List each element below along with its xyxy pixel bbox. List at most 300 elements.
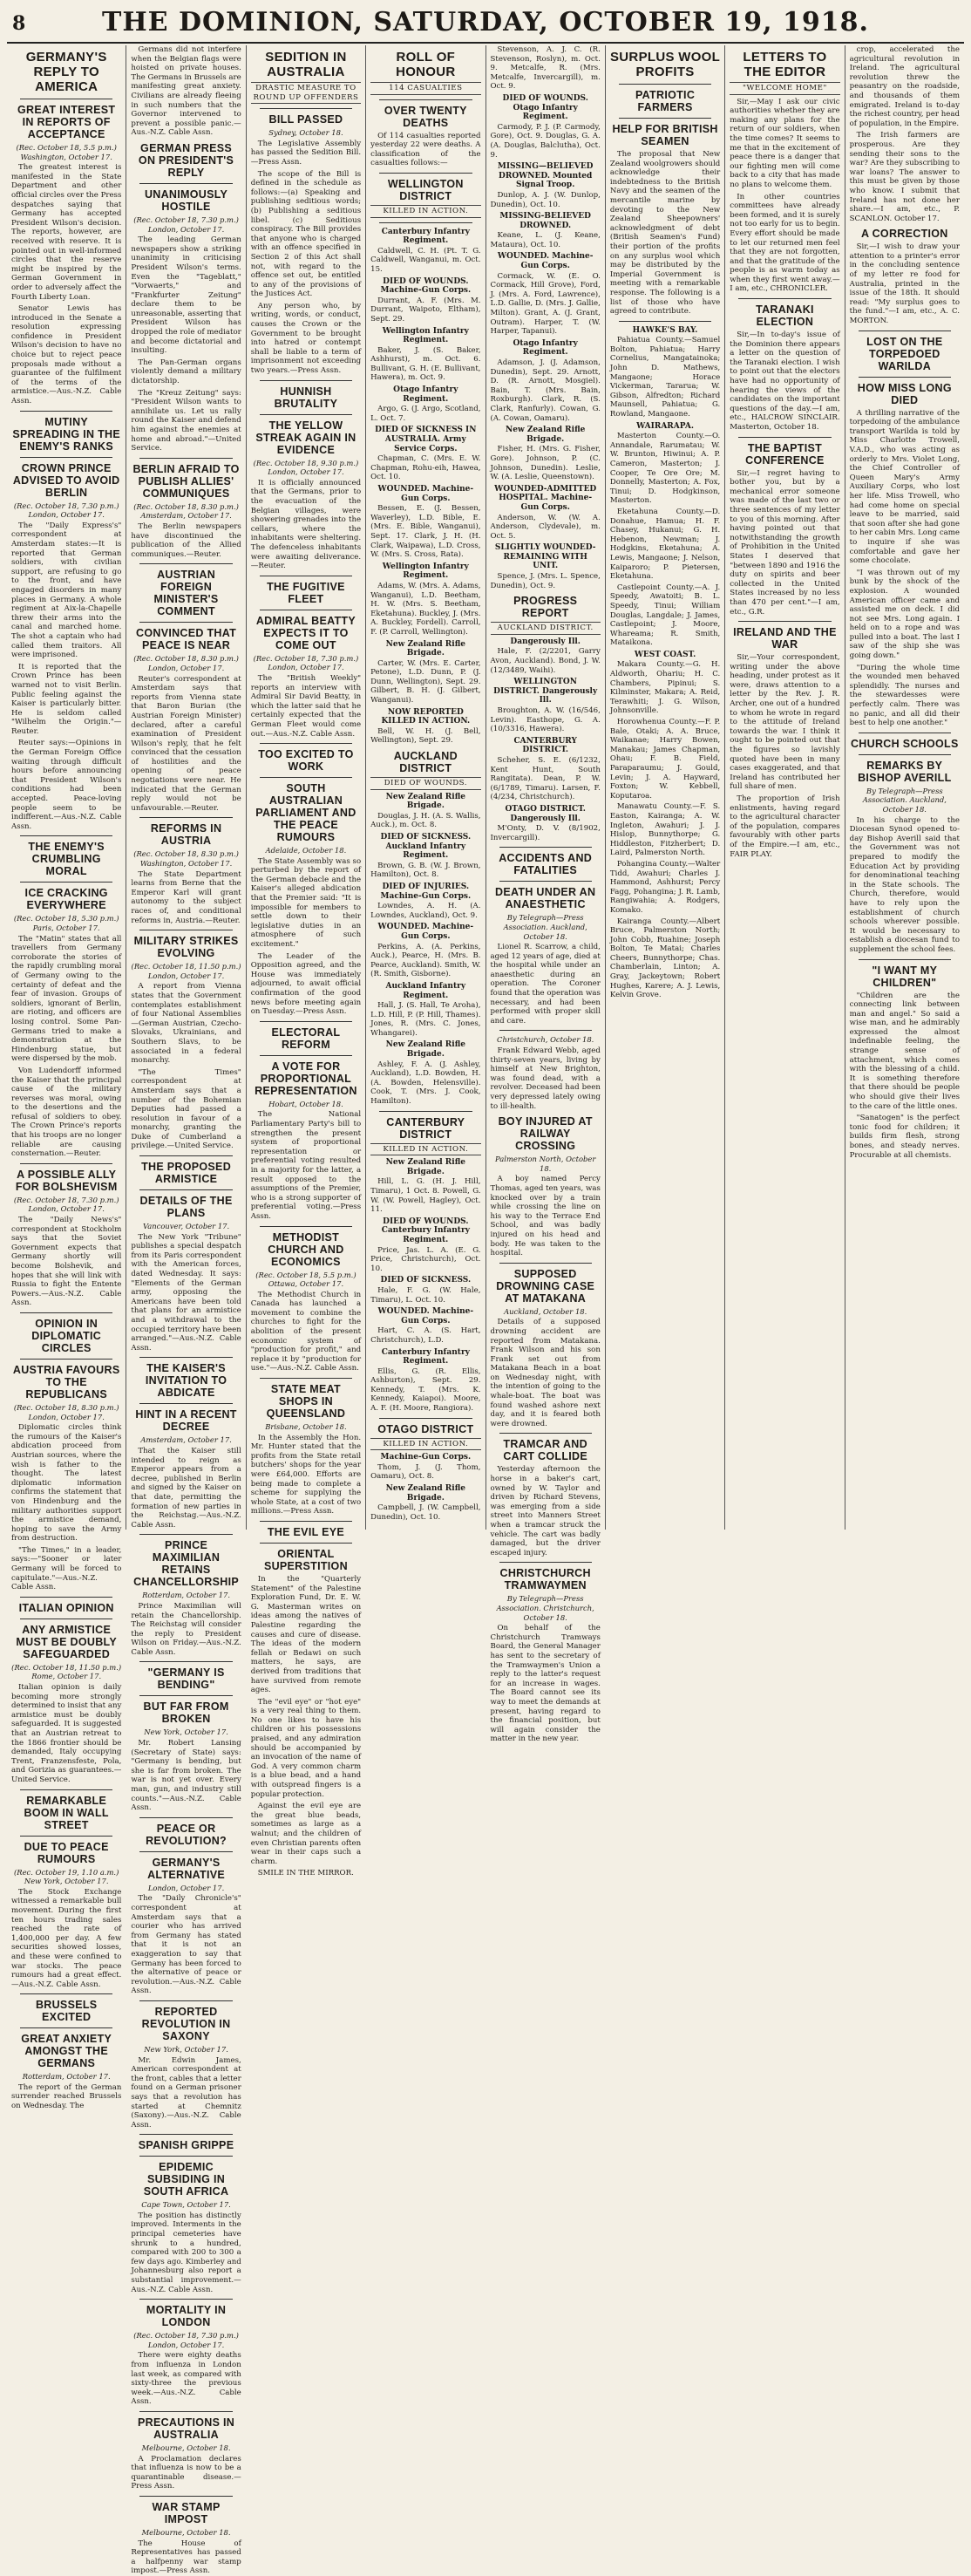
- casualty-list: Bessen, E. (J. Bessen, Waverley), L.D. Bible, E. (Mrs. E. Bible, Wanganui), Sept. 17. Clark, J. H. (H. Clark, Waipawa), L.D. Cross, W. (Mrs. S. Cross, Rata).: [370, 504, 481, 560]
- casualty-list: Chapman, C. (Mrs. E. W. Chapman, Rohu-eih, Hawea, Oct. 10.: [370, 454, 481, 482]
- article: [491, 1115, 601, 1258]
- article: [11, 1795, 121, 1831]
- casualty-list: Douglas, J. H. (A. S. Wallis, Auck.), m. Oct. 8.: [370, 811, 481, 830]
- subheadline: KILLED IN ACTION.: [370, 205, 480, 218]
- article: [850, 45, 960, 223]
- divider: [20, 1836, 112, 1837]
- divider: [20, 835, 112, 836]
- headline: REMARKS BY BISHOP AVERILL: [858, 759, 952, 784]
- article: [251, 113, 361, 375]
- casualty-list: Spence, J. (Mrs. L. Spence, Dunedin), Oct. 9.: [490, 572, 601, 590]
- divider: [260, 1521, 352, 1522]
- casualty-list: Eketahuna County.—D. Donahue, Hamua; H. F. Chasey, Hukanui; G. H. Hebenon, Newman; J. Hodgkins, Eketahuna; A. Lewis, Mangaone; J. Nelson, Kaiparoro; P. Pietersen, Eketahuna.: [609, 507, 721, 582]
- casualty-list: Bell, W. H. (J. Bell, Wellington), Sept. 29.: [370, 726, 481, 746]
- article: [131, 822, 241, 925]
- paragraph: The National Parliamentary Party's bill to strengthen the present system of proportional representation or preferential voting resulted in a majority for the latter, a result opposed to the assumptions of the Premier, who is a strong supporter of preferential voting.—Press Assn.: [250, 1110, 362, 1221]
- article: [131, 1362, 241, 1399]
- casualty-list: Adams, W. (Mrs. A. Adams, Wanganui), L.D. Beetham, H. W. (Mrs. S. Beetham, Eketahuna). Buckley, J. (Mrs. A. Buckley, Fordell). Carroll, F. (P. Carroll, Wellington).: [370, 581, 481, 637]
- headline: TARANAKI ELECTION: [756, 303, 814, 329]
- article: [370, 750, 480, 1107]
- casualty-list-heading: MISSING-BELIEVED DROWNED.: [499, 212, 591, 230]
- headline: IRELAND AND THE WAR: [733, 626, 837, 651]
- subheadline: "WELCOME HOME": [730, 82, 839, 95]
- column-2: [126, 45, 246, 2576]
- casualty-list: Lowndes, A. H. (A. Lowndes, Auckland), Oct. 9.: [370, 902, 481, 920]
- casualty-list-heading: WELLINGTON DISTRICT. Dangerously Ill.: [493, 678, 598, 705]
- paragraph: The Legislative Assembly has passed the Sedition Bill.—Press Assn.: [250, 139, 362, 167]
- headline: OVER TWENTY DEATHS: [384, 104, 467, 129]
- headline: ICE CRACKING EVERYWHERE: [24, 887, 108, 912]
- headline: ELECTORAL REFORM: [271, 1026, 341, 1051]
- headline: THE YELLOW STREAK AGAIN IN EVIDENCE: [255, 419, 356, 456]
- article: [11, 104, 121, 406]
- article: [131, 1539, 241, 1657]
- columns: [7, 45, 964, 2576]
- article: [491, 1438, 601, 1557]
- headline: BUT FAR FROM BROKEN: [143, 1700, 229, 1726]
- dateline: (Rec. October 18, 8.30 p.m.) Washington, October 17.: [133, 849, 239, 869]
- casualty-list: Argo, G. (J. Argo, Scotland, L. Oct. 7.: [370, 405, 481, 423]
- casualty-list-heading: DIED OF WOUNDS. Otago Infantry Regiment.: [502, 93, 588, 122]
- divider: [139, 2156, 232, 2157]
- divider: [139, 1155, 232, 1156]
- subheadline: AUCKLAND DISTRICT.: [491, 622, 601, 635]
- casualty-list-heading: WOUNDED-ADMITTED HOSPITAL. Machine-Gun Corps.: [494, 484, 597, 512]
- dateline: (Rec. October 18, 5.5 p.m.) Washington, October 17.: [16, 143, 117, 161]
- article: [370, 105, 480, 168]
- paragraph: crop, accelerated the agricultural revolution in Ireland. The agricultural revolution threw the peasantry on the roadside, and thousands of them emigrated. Ireland is to-day the richest country, per head of population, in the Empire.: [849, 45, 960, 128]
- casualty-list-heading: WEST COAST.: [634, 650, 696, 659]
- headline: MILITARY STRIKES EVOLVING: [133, 935, 239, 960]
- divider: [139, 1661, 232, 1662]
- casualty-list: Hale, F. (2/2201, Garry Avon, Auckland). Bond, J. W. (12/3489, Waihi).: [490, 647, 601, 675]
- article: [850, 336, 960, 372]
- paragraph: The leading German newspapers show a striking unanimity in criticising President Wilson's terms. Even the "Tageblatt," "Vorwaerts," and "Frankfurter Zeitung" declare them to be unreasonable, asserting that President Wilson has dropped the role of mediator and become dictatorial and insulting.: [131, 235, 241, 356]
- paragraph: The "Matin" states that all travellers from Germany corroborate the stories of the rapidly crumbling moral of Germany owing to the certainty of defeat and the fear of invasion. Groups of soldiers, ignorant of Berlin, are rioting, and officers are losing control. Some Pan-Germans tried to make a demonstration at the Hindenburg statue, but were dispersed by the mob.: [11, 934, 122, 1064]
- divider: [379, 1111, 472, 1112]
- casualty-list-heading: HAWKE'S BAY.: [632, 325, 698, 335]
- dateline: Cape Town, October 17.: [141, 2200, 231, 2210]
- casualty-list-heading: New Zealand Rifle Brigade.: [385, 1158, 465, 1176]
- casualty-list: Scheher, S. E. (6/1232, Kent Hunt, South Rangitata). Dean, P. W. (6/1789, Timaru). Larsen, F. (4/234, Christchurch).: [490, 755, 601, 802]
- subheadline: KILLED IN ACTION.: [370, 1143, 480, 1156]
- divider: [139, 1695, 232, 1696]
- divider: [20, 1312, 112, 1313]
- paragraph: Against the evil eye are the great blue beads, sometimes as large as a walnut; and the children of even Christian parents often wear in their caps such a charm.: [250, 1802, 362, 1866]
- casualty-list: Durrant, A. F. (Mrs. M. Durrant, Waipoto, Eltham), Sept. 29.: [370, 296, 481, 324]
- paragraph: There were eighty deaths from influenza in London last week, as compared with sixty-three the previous week.—Aus.-N.Z. Cable Assn.: [131, 2351, 241, 2407]
- divider: [139, 183, 232, 184]
- dateline: Rotterdam, October 17.: [142, 1591, 231, 1600]
- article: [11, 50, 121, 94]
- casualty-list: Hart, C. A. (S. Hart, Christchurch), L.D.: [370, 1326, 481, 1345]
- dateline: Palmerston North, October 18.: [495, 1155, 596, 1173]
- headline: EPIDEMIC SUBSIDING IN SOUTH AFRICA: [143, 2161, 229, 2198]
- article: [11, 1318, 121, 1354]
- headline: THE KAISER'S INVITATION TO ABDICATE: [145, 1362, 227, 1400]
- column-4: [366, 45, 486, 1530]
- divider: [499, 1263, 592, 1264]
- casualty-list-heading: DIED OF WOUNDS. Canterbury Infantry Regiment.: [381, 1216, 470, 1244]
- headline: CHRISTCHURCH TRAMWAYMEN: [499, 1567, 591, 1592]
- article: [491, 595, 601, 842]
- article: [131, 142, 241, 179]
- headline: BOY INJURED AT RAILWAY CROSSING: [498, 1115, 593, 1153]
- divider: [139, 1189, 232, 1190]
- article: [11, 416, 121, 453]
- paragraph: In the Assembly the Hon. Mr. Hunter stated that the profits from the State retail butchers' shops for the year were £64,000. Efforts are being made to complete a scheme for supplying the whole State, at a cost of two millions.—Press Assn.: [250, 1433, 362, 1516]
- dateline: Hobart, October 18.: [268, 1099, 343, 1108]
- dateline: (Rec. October 18, 5.30 p.m.) Paris, October 17.: [13, 914, 119, 932]
- casualty-list-heading: DIED OF SICKNESS. Auckland Infantry Regiment.: [380, 833, 472, 861]
- paragraph: On behalf of the Christchurch Tramways Board, the General Manager has sent to the secretary of the Tramwaymen's Union a reply to the latter's request for an increase in wages. The Board cannot see its way to meet the demands at present, having regard to the financial position, but will again consider the matter in the new year.: [490, 1624, 601, 1744]
- article: [131, 2161, 241, 2294]
- dateline: Vancouver, October 17.: [142, 1222, 230, 1231]
- article: [11, 1841, 121, 1990]
- headline: ITALIAN OPINION: [18, 1601, 114, 1614]
- headline: CROWN PRINCE ADVISED TO AVOID BERLIN: [12, 461, 120, 499]
- casualty-list-heading: SLIGHTLY WOUNDED-REMAINING WITH UNIT.: [494, 543, 596, 571]
- divider: [260, 1543, 352, 1544]
- divider: [499, 1562, 592, 1563]
- casualty-list-heading: DIED OF SICKNESS IN AUSTRALIA. Army Service Corps.: [375, 426, 477, 453]
- casualty-list: Fisher, H. (Mrs. G. Fisher, Gore). Johnson, P. (C. Johnson, Dunedin). Leslie, W. (A. Leslie, Queenstown).: [490, 445, 601, 482]
- headline: HELP FOR BRITISH SEAMEN: [612, 123, 718, 147]
- article: [251, 419, 361, 571]
- article: [850, 760, 960, 955]
- column-5: [486, 45, 606, 1744]
- headline: GERMAN PRESS ON PRESIDENT'S REPLY: [138, 141, 234, 179]
- dateline: By Telegraph—Press Association. Auckland, October 18.: [862, 786, 947, 814]
- divider: [20, 882, 112, 883]
- paragraph: Yesterday afternoon the horse in a baker's cart, owned by W. Taylor and driven by Richard Stevens, was emerging from a side street into Manners Street when a tramcar struck the vehicle. The cart was badly damaged, but the driver escaped injury.: [490, 1465, 601, 1557]
- divider: [859, 377, 951, 378]
- headline: REPORTED REVOLUTION IN SAXONY: [141, 2005, 231, 2042]
- headline: SOUTH AUSTRALIAN PARLIAMENT AND THE PEACE RUMOURS: [255, 782, 356, 844]
- article: [730, 626, 839, 859]
- headline: OTAGO DISTRICT: [377, 1422, 474, 1435]
- casualty-list-heading: Dangerously Ill.: [510, 637, 581, 646]
- headline: "I WANT MY CHILDREN": [872, 964, 938, 989]
- headline: A POSSIBLE ALLY FOR BOLSHEVISM: [15, 1168, 118, 1193]
- divider: [20, 1789, 112, 1790]
- headline: THE BAPTIST CONFERENCE: [745, 441, 825, 467]
- paragraph: The Stock Exchange witnessed a remarkable bull movement. During the first ten hours trading sales reached the rate of 1,400,000 per day. A few securities showed losses, and these were confined to war stocks. The peace rumours had a great effect.—Aus.-N.Z. Cable Assn.: [11, 1887, 122, 1989]
- dateline: (Rec. October 18, 9.30 p.m.) London, October 17.: [253, 458, 359, 477]
- dateline: (Rec. October 18, 11.50 p.m.) London, October 17.: [131, 962, 241, 980]
- paragraph: Frank Edward Webb, aged thirty-seven years, living by himself at New Brighton, was found dead, with a revolver. Deceased had been very depressed lately owing to ill-health.: [490, 1046, 601, 1111]
- headline: BILL PASSED: [268, 113, 343, 126]
- casualty-list: Dunlop, A. J. (W. Dunlop, Dunedin), Oct. 10.: [490, 190, 601, 209]
- paragraph: A Proclamation declares that influenza is now to be a quarantinable disease.—Press Assn.: [131, 2454, 241, 2491]
- paragraph: "The Times" correspondent at Amsterdam says that a number of the Bohemian Deputies had passed a resolution in favour of a monarchy, granting the Duke of Cumberland a privilege.—United Service.: [131, 1067, 241, 1151]
- casualty-list-heading: CANTERBURY DISTRICT.: [513, 736, 577, 755]
- article: [131, 1666, 241, 1691]
- headline: HUNNISH BRUTALITY: [274, 385, 338, 410]
- article: [610, 89, 720, 113]
- column-1: [7, 45, 126, 2111]
- dateline: Auckland, October 18.: [504, 1306, 587, 1316]
- casualty-list: Kairanga County.—Albert Bruce, Palmerston North; John Cobb, Ruahine; Joseph Bolton, Te Matai; Charles Cheers, Bunnythorpe; Chas. Chamberlain, Linton; A. Gray, Jackeytown; Robert Hughes, Karere; A. J. Lewis, Kelvin Grove.: [609, 917, 721, 1000]
- paragraph: Von Ludendorff informed the Kaiser that the principal cause of the military reverses was moral, owing to the desertions and the refusal of soldiers to obey. The Crown Prince's reports that his troops are no longer reliable are causing consternation.—Reuter.: [11, 1066, 122, 1159]
- headline: CANTERBURY DISTRICT: [386, 1115, 465, 1141]
- paragraph: Sir,—Your correspondent, writing under the above heading, under protest as it were, draws attention to a letter by the Rev. J. R. Archer, one out of a hundred to whom he wrote in regard to the attitude of Ireland towards the war. I think it ought to be pointed out that the figures so lavishly quoted have been in many cases exaggerated, and that Ireland has contributed her full share of men.: [730, 653, 840, 792]
- divider: [499, 1433, 592, 1434]
- article: [610, 326, 720, 1000]
- paragraph: Senator Lewis has introduced in the Senate a resolution expressing confidence in President Wilson's decision to have no choice but to reject peace proposals made without a guarantee of the fulfilment of the terms of the armistice.—Aus.-N.Z. Cable Assn.: [11, 304, 122, 406]
- paragraph: The New York "Tribune" publishes a special despatch from its Paris correspondent with the American forces, dated Wednesday. It says: "Elements of the German army, opposing the Americans have been told that plans for an armistice and a withdrawal to the occupied territory have been arranged."—Aus.-N.Z. Cable Assn.: [131, 1232, 241, 1353]
- article: [491, 1567, 601, 1744]
- dateline: (Rec. October 19, 1.10 a.m.) New York, October 17.: [14, 1867, 119, 1886]
- article: [131, 2416, 241, 2491]
- casualty-list-heading: Otago Infantry Regiment.: [393, 385, 458, 404]
- paragraph: The "Kreuz Zeitung" says: "President Wilson wants to annihilate us. Let us rally round the Kaiser and defend him against the enemies at home and abroad."—United Service.: [131, 388, 241, 453]
- paragraph: The Berlin newspapers have discontinued the publication of the Allied communiques.—Reuter.: [131, 521, 241, 559]
- casualty-list: Broughton, A. W. (16/546, Levin). Easthope, G. A. (10/3316, Hawera).: [490, 706, 601, 734]
- divider: [379, 173, 472, 174]
- divider: [20, 1163, 112, 1164]
- headline: DETAILS OF THE PLANS: [139, 1195, 233, 1220]
- article: [131, 1408, 241, 1530]
- casualty-list-heading: NOW REPORTED KILLED IN ACTION.: [381, 707, 471, 726]
- paragraph: In other countries committees have already been formed, and it is surely not too early for us to begin. Every effort should be made to let our returned men feel that they are not forgotten, and that the gratitude of the people is as warm today as when they first went away.—I am, etc., CHRONICLER.: [730, 192, 840, 294]
- article: [370, 50, 480, 95]
- paragraph: In the "Quarterly Statement" of the Palestine Exploration Fund, Dr. E. W. G. Masterman writes on ideas among the natives of Palestine regarding the causes and cure of disease. The ideas of the modern fellah or Bedawi on such matters, he says, are derived from traditions that have survived from remote ages.: [250, 1574, 362, 1695]
- casualty-list-heading: MISSING—BELIEVED DROWNED. Mounted Signal Troop.: [497, 162, 594, 190]
- dateline: Rotterdam, October 17.: [22, 2072, 111, 2082]
- article: [251, 782, 361, 1017]
- page-number: 8: [12, 12, 26, 35]
- headline: PEACE OR REVOLUTION?: [146, 1822, 227, 1847]
- dateline: Christchurch, October 18.: [497, 1035, 594, 1045]
- divider: [619, 118, 711, 119]
- dateline: (Rec. October 18, 8.30 p.m.) London, October 17.: [13, 1402, 119, 1421]
- article: [131, 1700, 241, 1812]
- headline: TOO EXCITED TO WORK: [258, 748, 354, 773]
- divider: [859, 754, 951, 755]
- casualty-list: Anderson, W. (W. A. Anderson, Clydevale), m. Oct. 5.: [490, 513, 601, 541]
- casualty-list: Hall, J. (S. Hall, Te Aroha), L.D. Hill, P. (P. Hill, Thames). Jones, R. (Mrs. C. Jones, Whangarei).: [370, 1001, 481, 1038]
- headline: PRINCE MAXIMILIAN RETAINS CHANCELLORSHIP: [133, 1539, 239, 1589]
- headline: SURPLUS WOOL PROFITS: [610, 50, 721, 79]
- article: [251, 1026, 361, 1051]
- headline: ROLL OF HONOUR: [396, 50, 456, 79]
- paragraph: The report of the German surrender reached Brussels on Wednesday. The: [11, 2082, 122, 2111]
- divider: [139, 458, 232, 459]
- headline: ADMIRAL BEATTY EXPECTS IT TO COME OUT: [255, 614, 356, 651]
- article: [251, 1060, 361, 1222]
- casualty-list-heading: Otago Infantry Regiment.: [513, 338, 578, 358]
- headline: CHURCH SCHOOLS: [850, 737, 959, 750]
- divider: [499, 1030, 592, 1031]
- headline: THE ENEMY'S CRUMBLING MORAL: [28, 841, 105, 878]
- paragraph: The "Daily Express's" correspondent at Amsterdam states:—It is reported that German soldiers, with civilian support, are refusing to go to the front, and have engaged disorders in many places in Germany. A whole regiment at Aix-la-Chapelle threw their arms into the canal and marched home. The shot a captain who had called them traitors. All were imprisoned.: [11, 521, 122, 660]
- casualty-list-heading: New Zealand Rifle Brigade.: [385, 1040, 465, 1060]
- paragraph: A thrilling narrative of the torpedoing of the ambulance transport Warilda is told by Miss Charlotte Trowell, V.A.D., who was acting as orderly to Mrs. Violet Long, the Chief Controller of Queen Mary's Army Auxiliary Corps, who lost her life. Miss Trowell, who had come home on special leave to be married, said that soon after she had gone to her cabin Mrs. Long came to inquire if she was comfortable and gave her some chocolate.: [849, 408, 960, 566]
- casualty-list: Cormack, W. (E. O. Cormack, Hill Grove), Ford, J. (Mrs. A. Ford, Lawrence), L.D. Gallie, D. (Mrs. J. Gallie, Milton). Grant, A. (J. Grant, Outram). Harper, T. (W. Harper, Tapanui).: [490, 271, 601, 337]
- casualty-list: M'Onty, D. V. (8/1902, Invercargill).: [490, 824, 601, 842]
- article: [491, 1268, 601, 1429]
- paragraph: A report from Vienna states that the Government contemplates establishment of four National Assemblies—German Austrian, Czecho-Slovaks, Ukrainians, and Southern Slavs, to be associated in a federal monarchy.: [131, 982, 241, 1066]
- paragraph: Italian opinion is daily becoming more strongly determined to insist that any armistice must be doubly safeguarded. It is suggested that an Austrian retreat to the 1866 frontier should be demanded, Italy occupying Trent, Franzensfeste, Pola, and Gorizia as guarantees.—United Service.: [11, 1683, 122, 1784]
- article: [11, 1999, 121, 2023]
- casualty-list-heading: DIED OF INJURIES. Machine-Gun Corps.: [380, 882, 472, 901]
- casualty-list: Masterton County.—O. Annandale, Rarumatau; W. W. Brunton, Hiwinui; A. P. Cameron, Masterton; J. Cooper, Te Ore Ore; M. Donnelly, Masterton; A. Fox, Tinui; D. Hodgkinson, Masterton.: [609, 432, 721, 506]
- casualty-list: Caldwell, C. H. (Pt. T. G. Caldwell, Wanganui, m. Oct. 15.: [370, 246, 481, 274]
- headline: CONVINCED THAT PEACE IS NEAR: [136, 627, 237, 652]
- paragraph: Details of a supposed drowning accident are reported from Matakana. Frank Wilson and his son Frank set out from Matakana Beach in a boat on Wednesday night, with the intention of going to the whale-boat. The boat was found washed ashore next day, and it is feared both were drowned.: [490, 1318, 601, 1428]
- paragraph: Diplomatic circles think the rumours of the Kaiser's abdication proceed from Austrian sources, where the wish is father to the thought. The latest diplomatic information confirms the statement that von Hindenburg and the military authorities support the armistice demand, hoping to save the Army from destruction.: [11, 1423, 122, 1544]
- divider: [139, 2299, 232, 2300]
- casualty-list-heading: New Zealand Rifle Brigade.: [385, 639, 465, 658]
- paragraph: The greatest interest is manifested in the State Department and other official circles over the Press despatches saying that Germany has accepted President Wilson's decision. The reports, however, are received with reserve. It is pointed out in well-informed circles that the reserve might be inspired by the German Government in order to adversely affect the Fourth Liberty Loan.: [11, 163, 122, 302]
- divider: [499, 847, 592, 848]
- casualty-list: Castlepoint County.—A. J. Speedy, Awatoiti; B. L. Speedy, Tinui; William Douglas, Langdale; J. James, Castlepoint; J. Moore, Whareama; R. Smith, Mataikona.: [609, 583, 721, 648]
- column-8: [845, 45, 964, 1530]
- article: [610, 50, 720, 79]
- article: [850, 382, 960, 728]
- divider: [379, 1418, 472, 1419]
- column-6: [606, 45, 725, 1530]
- column-7: [725, 45, 845, 1530]
- casualty-list-heading: Canterbury Infantry Regiment.: [381, 1347, 470, 1366]
- article: [730, 50, 839, 294]
- article: [491, 886, 601, 1026]
- divider: [139, 622, 232, 623]
- article: [131, 627, 241, 813]
- paragraph: Of 114 casualties reported yesterday 22 were deaths. A classification of the casualties follows:—: [370, 131, 481, 168]
- paragraph: The position has distinctly improved. Interments in the principal cemeteries have shrunk to a hundred, compared with 200 to 300 a few days ago. Kimberley and Johannesburg also report a substantial improvement.—Aus.-N.Z. Cable Assn.: [131, 2211, 241, 2294]
- paragraph: The Leader of the Opposition agreed, and the House was immediately adjourned, to await official confirmation of the good news before meeting again on Tuesday.—Press Assn.: [250, 951, 362, 1017]
- article: [251, 581, 361, 605]
- casualty-list: Thom, J. (J. Thom, Oamaru), Oct. 8.: [370, 1462, 481, 1482]
- casualty-list: Perkins, A. (A. Perkins, Auck.), Pearce, H. (Mrs. B. Pearce, Auckland). Smith, W. (R. Smith, Gisborne).: [370, 942, 481, 979]
- headline: SEDITION IN AUSTRALIA: [265, 50, 347, 79]
- paragraph: A boy named Percy Thomas, aged ten years, was knocked over by a train while crossing the line on his way to the Terrace End School, and was badly injured on his head and body. He was taken to the hospital.: [490, 1175, 601, 1258]
- headline: ANY ARMISTICE MUST BE DOUBLY SAFEGUARDED: [16, 1623, 117, 1660]
- masthead: [7, 3, 964, 44]
- divider: [260, 1378, 352, 1379]
- paragraph: In his charge to the Diocesan Synod opened to-day Bishop Averill said that the Government was not prepared to modify the Education Act by providing for denominational teaching in the State schools. The Church, therefore, would have to rely upon the establishment of church schools wherever possible. It would be necessary to establish a diocesan fund to supplement the school fees.: [849, 815, 960, 954]
- article: [131, 1857, 241, 1996]
- article: [11, 841, 121, 877]
- subheadline: DIED OF WOUNDS.: [370, 777, 480, 790]
- divider: [738, 437, 831, 438]
- casualty-list-heading: New Zealand Rifle Brigade.: [506, 426, 586, 444]
- divider: [139, 1357, 232, 1358]
- divider: [260, 380, 352, 381]
- paragraph: Any person who, by writing, words, or conduct, causes the Crown or the Government to be brought into hatred or contempt shall be liable to a term of imprisonment not exceeding two years.—Press Assn.: [250, 301, 362, 376]
- divider: [139, 2000, 232, 2001]
- casualty-list: Ashley, F. A. (J. Ashley, Auckland), L.D. Bowden, H. (A. Bowden, Helensville). Cook, T. (Mrs. J. Cook, Hamilton).: [370, 1060, 481, 1107]
- article: [251, 615, 361, 739]
- headline: LETTERS TO THE EDITOR: [743, 50, 827, 79]
- headline: METHODIST CHURCH AND ECONOMICS: [268, 1230, 344, 1268]
- casualty-list-heading: Wellington Infantry Regiment.: [382, 562, 469, 581]
- casualty-list-heading: Canterbury Infantry Regiment.: [381, 227, 470, 246]
- article: [251, 748, 361, 773]
- paragraph: "Sanatogen" is the perfect tonic food for children; it builds firm flesh, strong bones, and steady nerves. Procurable at all chemists.: [849, 1114, 960, 1160]
- divider: [20, 411, 112, 412]
- paragraph: The Pan-German organs violently demand a military dictatorship.: [131, 358, 241, 386]
- divider: [619, 321, 711, 322]
- paragraph: The Irish farmers are prosperous. Are they sending their sons to the war? Are they subscribing to war loans? The answer to this must be given by those who know. I submit that Ireland has not done her share.—I am, etc., P. SCANLON. October 17.: [849, 131, 960, 223]
- paragraph: The proportion of Irish enlistments, having regard to the agricultural character of the population, compares favourably with other parts of the Empire.—I am, etc., FAIR PLAY.: [730, 794, 840, 859]
- subheadline: 114 CASUALTIES: [370, 82, 480, 95]
- casualty-list-heading: Machine-Gun Corps.: [380, 1453, 472, 1462]
- divider: [260, 743, 352, 744]
- divider: [20, 1597, 112, 1598]
- article: [370, 1116, 480, 1414]
- casualty-list: Makara County.—G. H. Aldworth, Ohariu; H. C. Chambers, Pipinui; S. Kilminster, Makara; A. Reid, Terawhiti; J. G. Wilson, Johnsonville.: [609, 660, 721, 716]
- headline: TRAMCAR AND CART COLLIDE: [503, 1438, 588, 1463]
- article: [491, 1035, 601, 1111]
- casualty-list-heading: WOUNDED. Machine-Gun Corps.: [497, 252, 594, 271]
- paragraph: The scope of the Bill is defined in the schedule as follows:—(a) Speaking and publishing seditious words; (b) Publishing a seditious libel. (c) Seditious conspiracy. The Bill provides that anyone who is charged with an offence specified in Section 2 of this Act shall not, with regard to the offence set out, be entitled to any of the provisions of the Justices Act.: [250, 169, 362, 299]
- casualty-list: Carmody, P. J. (P. Carmody, Gore), Oct. 9. Douglas, G. A. (A. Douglas, Balclutha), Oct. 9.: [490, 122, 601, 160]
- casualty-list: Pohangina County.—Walter Tidd, Awahuri; Charles J. Hammond, Ashhurst; Percy Fagg, Pohangina; J. R. Lamb, Rangiwahia; A. Rodgers, Komako.: [609, 859, 721, 915]
- dateline: Melbourne, October 18.: [141, 2527, 231, 2537]
- article: [730, 442, 839, 617]
- article: [251, 50, 361, 104]
- casualty-list: Hill, L. G. (H. J. Hill, Timaru), 1 Oct. 8. Powell, G. W. (W. Powell, Hagley), Oct. 11.: [370, 1177, 481, 1215]
- article: [370, 178, 480, 218]
- paragraph: The "British Weekly" reports an interview with Admiral Sir David Beatty, in which the latter said that he certainly expected that the German Fleet would come out.—Aus.-N.Z. Cable Assn.: [250, 673, 362, 739]
- dateline: By Telegraph—Press Association. Auckland, October 18.: [503, 913, 587, 941]
- article: [610, 123, 720, 317]
- article: [131, 463, 241, 560]
- paragraph: Sir,—I wish to draw your attention to a printer's error in the concluding sentence of my letter re food for Australia, printed in the issue of the 18th. It should read: "My surplus goes to the fund."—I am, etc., A. C. MORTON.: [849, 242, 960, 326]
- casualty-list-heading: WOUNDED. Machine-Gun Corps.: [377, 485, 474, 503]
- divider: [139, 2411, 232, 2412]
- divider: [20, 1993, 112, 1994]
- paragraph: "I was thrown out of my bunk by the shock of the explosion. A wounded American officer came and assisted me on deck. I did not see Mrs. Long again. I held on to a rope and was pulled into a boat. The last I saw of the ship she was going down.": [849, 568, 960, 661]
- paragraph: Mr. Edwin James, American correspondent at the front, cables that a letter found on a German prisoner says that a revolution has started at Chemnitz (Saxony).—Aus.-N.Z. Cable Assn.: [131, 2055, 241, 2130]
- article: [11, 1364, 121, 1592]
- paragraph: "During the whole time the wounded men behaved splendidly. The nurses and the stewardesses were perfectly calm. There was no panic, and all did their best to help one another.": [849, 663, 960, 728]
- casualty-list: Brown, G. B. (W. J. Brown, Hamilton), Oct. 8.: [370, 861, 481, 880]
- casualty-list-heading: Auckland Infantry Regiment.: [385, 981, 466, 1000]
- casualty-list: Pahiatua County.—Samuel Bolton, Pahiatua; Harry Cornelius, Mangatainoka; John D. Mathews, Mangaone; Horace Vickerman, Tararua; W. Gibson, Alfredton; Richard Maunsell, Pahiatua; G. Rowland, Mangaone.: [609, 336, 721, 419]
- divider: [139, 1817, 232, 1818]
- headline: ACCIDENTS AND FATALITIES: [499, 852, 593, 877]
- headline: MORTALITY IN LONDON: [146, 2304, 227, 2329]
- paragraph: It is officially announced that the Germans, prior to the evacuation of the Belgian villages, were showering grenades into the cellars, where the inhabitants were sheltering. The defenceless inhabitants were awaiting deliverance.—Reuter.: [250, 478, 362, 571]
- paragraph: Sir,—May I ask our civic authorities whether they are making any plans for the return of our soldiers, when the time comes? It seems to me that in the excitement of peace there is a danger that our fighting men will come back to a city that has made no plans to welcome them.: [730, 97, 840, 189]
- dateline: Melbourne, October 18.: [141, 2443, 231, 2452]
- headline: WAR STAMP IMPOST: [152, 2500, 221, 2525]
- headline: SPANISH GRIPPE: [138, 2139, 234, 2152]
- headline: GREAT ANXIETY AMONGST THE GERMANS: [21, 2033, 112, 2070]
- headline: AUSTRIAN FOREIGN MINISTER'S COMMENT: [153, 569, 219, 618]
- casualty-list-heading: OTAGO DISTRICT. Dangerously Ill.: [505, 804, 586, 823]
- article: [251, 1383, 361, 1516]
- article: [850, 228, 960, 325]
- subheadline: DRASTIC MEASURE TO ROUND UP OFFENDERS: [251, 82, 361, 104]
- casualty-list: Carter, W. (Mrs. E. Carter, Petone), L.D. Dunn, P. (J. Dunn, Wellington), Sept. 29. Gilbert, B. H. (J. Gilbert, Wanganui).: [370, 658, 481, 705]
- article: [491, 852, 601, 876]
- headline: THE PROPOSED ARMISTICE: [141, 1161, 232, 1186]
- article: [11, 462, 121, 832]
- divider: [859, 959, 951, 960]
- article: [11, 1169, 121, 1308]
- headline: BRUSSELS EXCITED: [35, 1999, 98, 2024]
- headline: LOST ON THE TORPEDOED WARILDA: [866, 335, 943, 372]
- paragraph: Sir,—In to-day's issue of the Dominion there appears a letter on the question of the Taranaki election. I wish to point out that the electors have had no opportunity of hearing the views of the candidates on the important questions of the day.—I am, etc., HALCROW SINCLAIR. Masterton, October 18.: [730, 331, 840, 432]
- headline: GERMANY'S ALTERNATIVE: [147, 1856, 226, 1881]
- dateline: London, October 17.: [147, 1883, 225, 1892]
- article: [11, 887, 121, 1158]
